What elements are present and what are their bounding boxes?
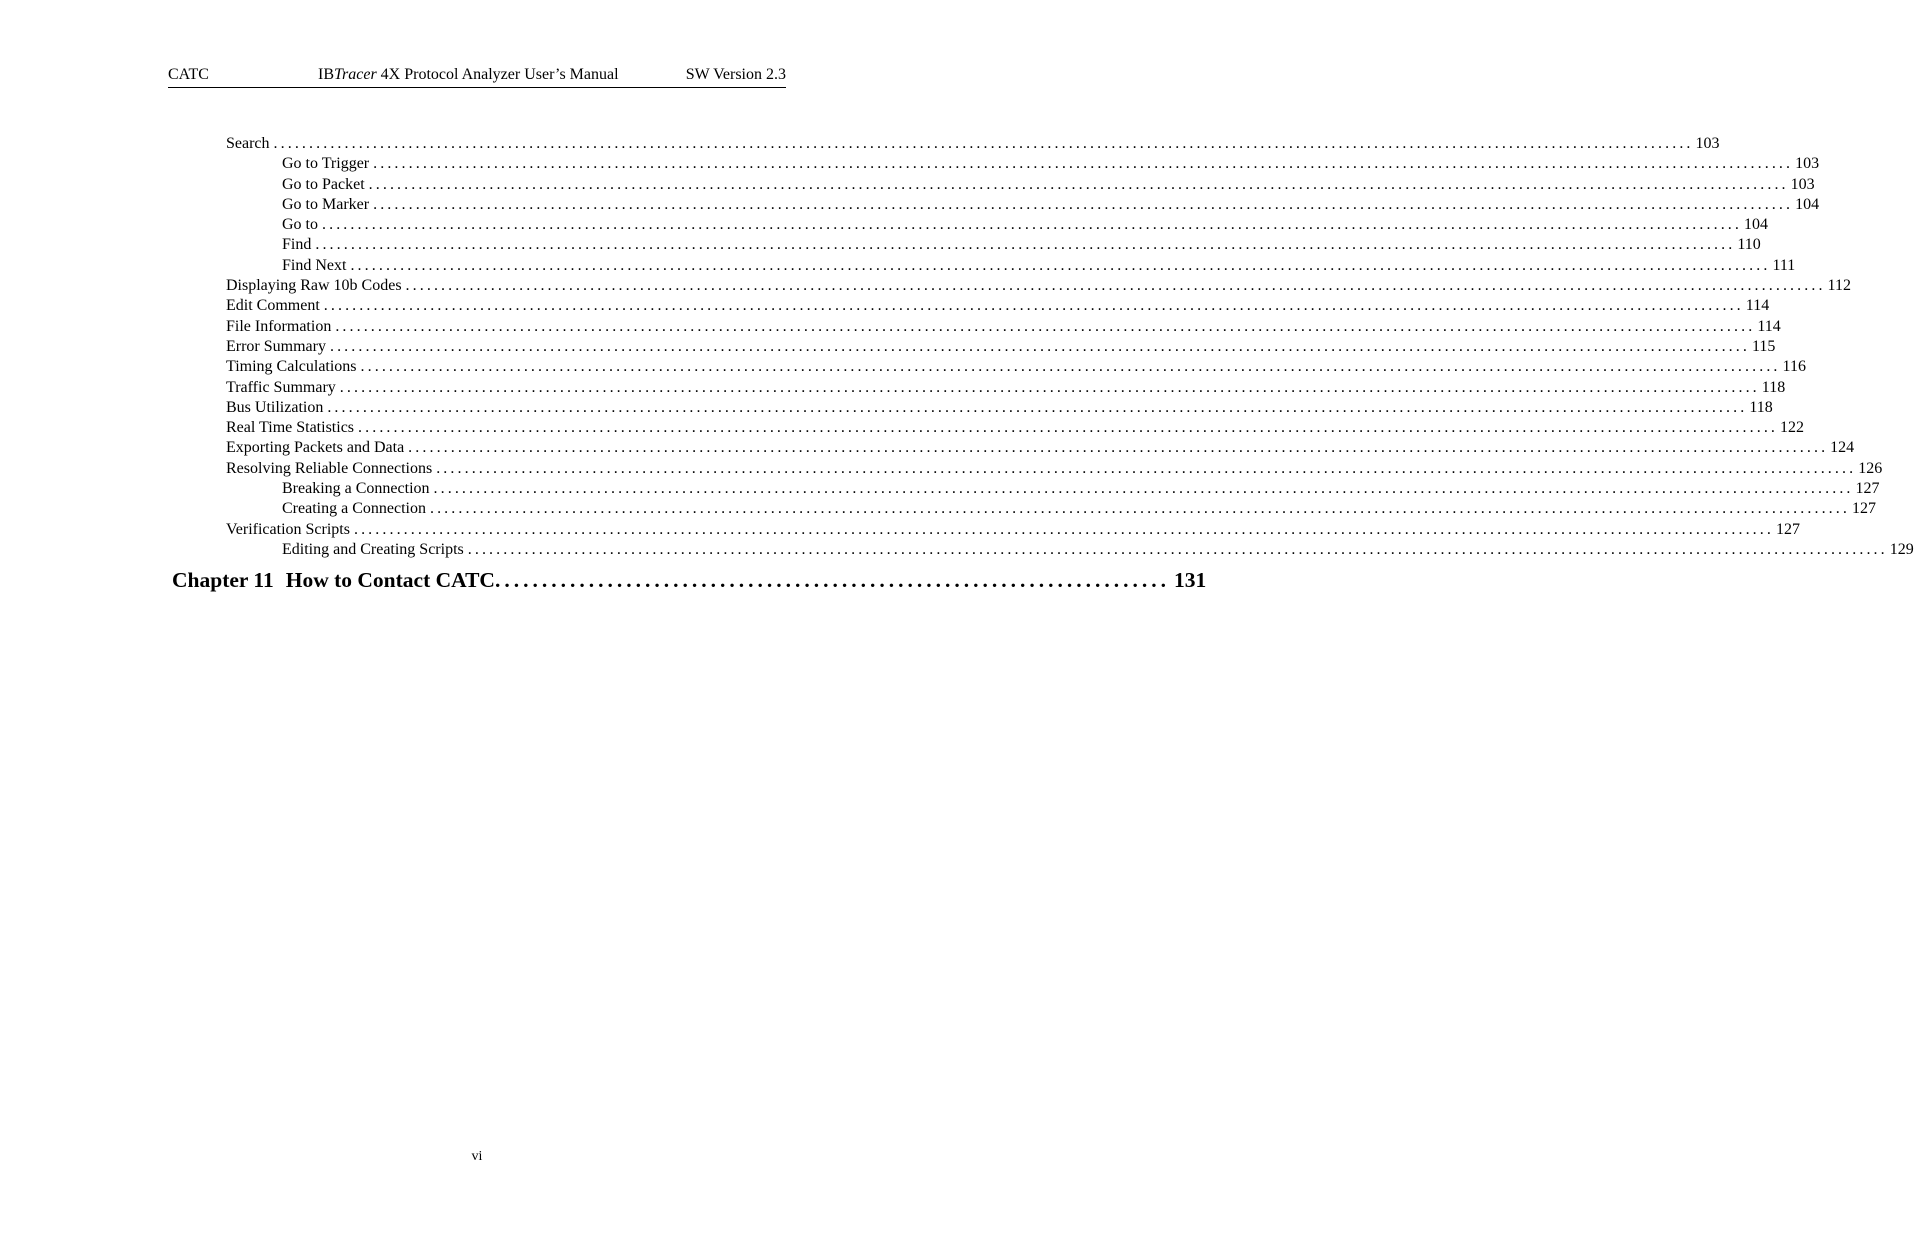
toc-chapter-entry[interactable]: [172, 568, 1207, 593]
dot-leader: ........................................................................................................................................................................................................: [358, 419, 1779, 437]
toc-entry[interactable]: [226, 540, 1914, 560]
toc-entry[interactable]: [226, 296, 1770, 316]
header-version: SW Version 2.3: [685, 66, 786, 83]
toc-entry-title: Go to Trigger: [282, 155, 370, 173]
toc-entry[interactable]: [226, 357, 1806, 377]
toc-entry-page: 104: [1744, 216, 1768, 234]
toc-entry-page: 103: [1695, 135, 1720, 152]
toc-entry-title: Displaying Raw 10b Codes: [226, 277, 402, 295]
toc-entry-title: Verification Scripts: [226, 520, 350, 538]
dot-leader: ........................................................................................................................................................................................................: [436, 459, 1857, 477]
toc-entry-title: Find: [282, 236, 312, 254]
toc-entry-page: 127: [1855, 480, 1880, 498]
toc-entry-page: 103: [1795, 155, 1820, 173]
toc-entry-page: 110: [1737, 236, 1761, 254]
dot-leader: ........................................................................................................................................................................................................: [339, 378, 1760, 396]
dot-leader: ........................................................................................................................................................................................................: [433, 480, 1854, 498]
toc-entry[interactable]: [226, 215, 1768, 235]
toc-entry[interactable]: [226, 459, 1883, 479]
toc-entry[interactable]: [226, 195, 1820, 215]
toc-entry-page: 115: [1751, 337, 1776, 355]
toc-entry-page: 103: [1790, 175, 1815, 193]
toc-entry-title: File Information: [226, 317, 332, 335]
toc-entry-title: Resolving Reliable Connections: [226, 459, 433, 477]
toc-entry[interactable]: [226, 337, 1776, 357]
toc-entry[interactable]: [226, 134, 1720, 154]
table-of-contents: [226, 134, 1914, 560]
dot-leader: ........................................................................................................................................................................................................: [405, 277, 1826, 295]
dot-leader: ........................................................................................................................................................................................................: [350, 256, 1771, 274]
toc-entry-page: 126: [1858, 459, 1883, 477]
toc-entry-title: Real Time Statistics: [226, 419, 355, 437]
dot-leader: ........................................................................................................................................................................................................: [315, 236, 1736, 254]
dot-leader: ........................................................................................................................................................................................................: [373, 155, 1794, 173]
dot-leader: ........................................................................: [494, 568, 1170, 592]
header-title-prefix: IB: [318, 66, 334, 83]
toc-entry[interactable]: [226, 479, 1880, 499]
toc-entry-page: 111: [1772, 256, 1796, 274]
toc-entry-page: 118: [1761, 378, 1786, 396]
chapter-title: How to Contact CATC: [285, 568, 495, 592]
toc-entry-page: 124: [1830, 439, 1855, 457]
toc-entry-title: Error Summary: [226, 337, 326, 355]
running-header: [168, 64, 786, 88]
toc-entry-page: 127: [1775, 520, 1800, 538]
toc-entry-page: 118: [1749, 398, 1773, 416]
toc-entry-title: Editing and Creating Scripts: [282, 540, 464, 558]
dot-leader: ........................................................................................................................................................................................................: [408, 439, 1829, 457]
toc-entry[interactable]: [226, 520, 1800, 540]
toc-entry[interactable]: [226, 276, 1851, 296]
toc-entry-page: 127: [1851, 500, 1876, 518]
dot-leader: ........................................................................................................................................................................................................: [273, 135, 1694, 152]
toc-entry[interactable]: [226, 499, 1876, 519]
toc-entry[interactable]: [226, 175, 1815, 195]
dot-leader: ........................................................................................................................................................................................................: [467, 540, 1888, 558]
toc-entry[interactable]: [226, 418, 1805, 438]
dot-leader: ........................................................................................................................................................................................................: [353, 520, 1774, 538]
dot-leader: ........................................................................................................................................................................................................: [327, 398, 1748, 416]
toc-entry-title: Traffic Summary: [226, 378, 336, 396]
toc-entry-title: Breaking a Connection: [282, 480, 430, 498]
toc-entry-page: 116: [1782, 358, 1806, 376]
toc-entry-page: 114: [1745, 297, 1770, 315]
toc-entry[interactable]: [226, 256, 1796, 276]
dot-leader: ........................................................................................................................................................................................................: [429, 500, 1850, 518]
toc-entry-title: Creating a Connection: [282, 500, 426, 518]
toc-entry-page: 114: [1757, 317, 1781, 335]
toc-entry-title: Go to: [282, 216, 318, 234]
toc-entry-title: Search: [226, 135, 270, 152]
toc-entry-page: 129: [1889, 540, 1914, 558]
chapter-page-number: 131: [1173, 568, 1207, 592]
toc-entry-title: Edit Comment: [226, 297, 320, 315]
toc-entry-title: Go to Marker: [282, 195, 370, 213]
toc-entry-title: Bus Utilization: [226, 398, 324, 416]
toc-entry[interactable]: [226, 378, 1786, 398]
header-title-italic: Tracer: [334, 66, 377, 83]
toc-entry[interactable]: [226, 438, 1855, 458]
toc-entry[interactable]: [226, 398, 1773, 418]
page-number: vi: [471, 1149, 483, 1164]
header-manual-title: [318, 66, 619, 84]
toc-entry-title: Find Next: [282, 256, 347, 274]
toc-entry-title: Exporting Packets and Data: [226, 439, 405, 457]
toc-entry-page: 122: [1780, 419, 1805, 437]
toc-entry-title: Go to Packet: [282, 175, 365, 193]
dot-leader: ........................................................................................................................................................................................................: [335, 317, 1756, 335]
toc-entry[interactable]: [226, 317, 1781, 337]
toc-entry-page: 104: [1795, 195, 1820, 213]
dot-leader: ........................................................................................................................................................................................................: [322, 216, 1742, 234]
toc-entry[interactable]: [226, 154, 1820, 174]
toc-entry[interactable]: [226, 235, 1761, 255]
header-title-suffix: 4X Protocol Analyzer User’s Manual: [376, 66, 619, 83]
toc-entry-page: 112: [1827, 277, 1851, 295]
dot-leader: ........................................................................................................................................................................................................: [368, 175, 1789, 193]
dot-leader: ........................................................................................................................................................................................................: [329, 337, 1750, 355]
chapter-number: Chapter 11: [172, 568, 274, 592]
header-company: CATC: [168, 66, 209, 83]
toc-entry-title: Timing Calculations: [226, 358, 357, 376]
dot-leader: ........................................................................................................................................................................................................: [373, 195, 1794, 213]
dot-leader: ........................................................................................................................................................................................................: [360, 358, 1781, 376]
dot-leader: ........................................................................................................................................................................................................: [323, 297, 1744, 315]
